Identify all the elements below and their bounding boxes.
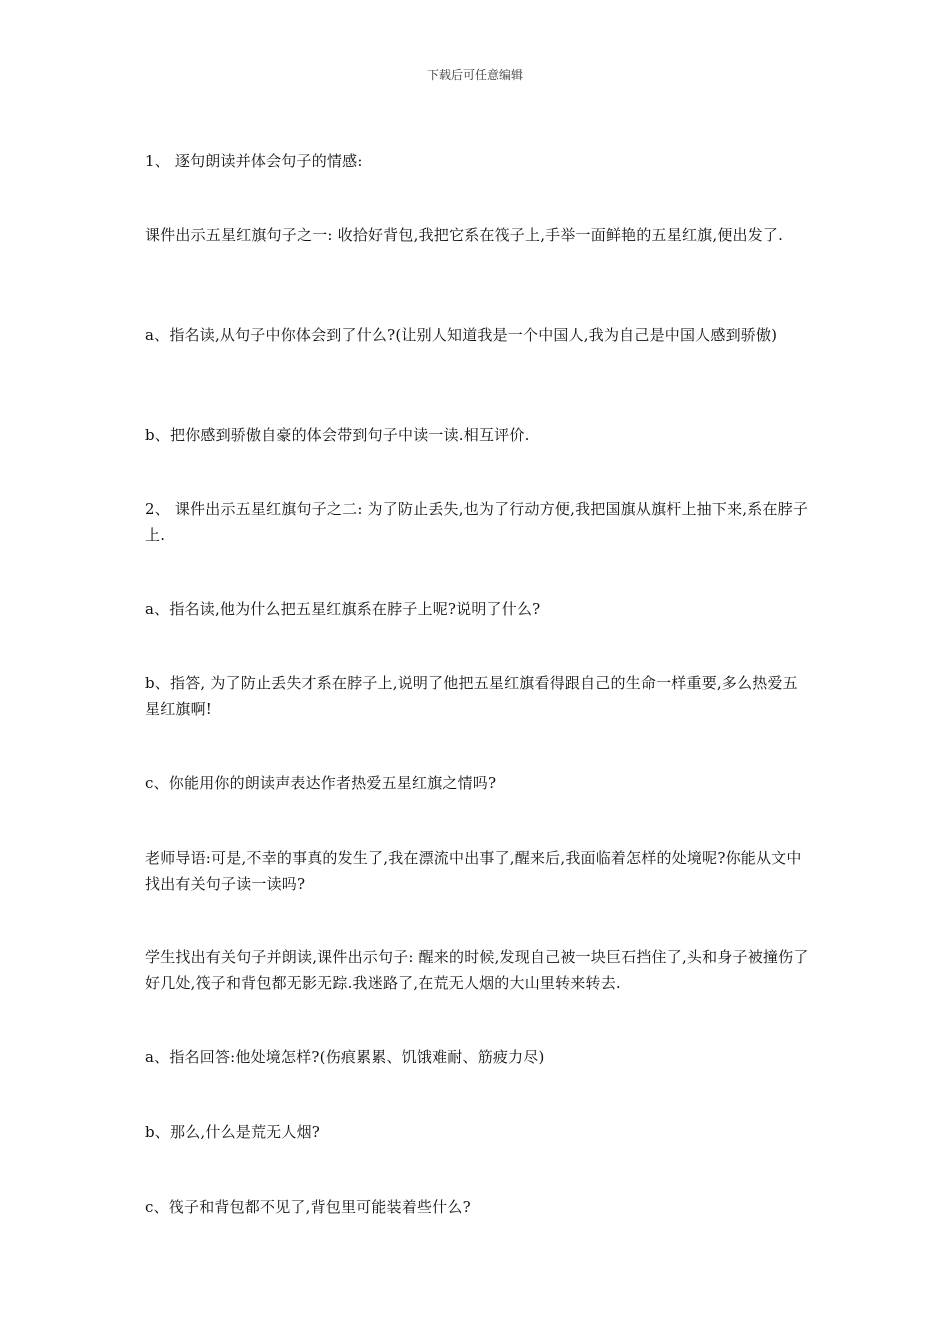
paragraph-teacher-intro: 老师导语:可是,不幸的事真的发生了,我在漂流中出事了,醒来后,我面临着怎样的处境呢?你能从文中找出有关句子读一读吗? — [145, 849, 802, 893]
paragraph-item-c-2: c、你能用你的朗读声表达作者热爱五星红旗之情吗? — [145, 774, 497, 792]
paragraph-step-2: 2、 课件出示五星红旗句子之二: 为了防止丢失,也为了行动方便,我把国旗从旗杆上抽下来,系在脖子上. — [145, 500, 809, 544]
paragraph-step-1: 1、 逐句朗读并体会句子的情感: — [145, 152, 363, 170]
paragraph-item-b-1: b、把你感到骄傲自豪的体会带到句子中读一读.相互评价. — [145, 426, 530, 444]
paragraph-item-b-3: b、那么,什么是荒无人烟? — [145, 1123, 321, 1141]
paragraph-item-a-3: a、指名回答:他处境怎样?(伤痕累累、饥饿难耐、筋疲力尽) — [145, 1048, 545, 1066]
paragraph-item-b-2: b、指答, 为了防止丢失才系在脖子上,说明了他把五星红旗看得跟自己的生命一样重要,多么热爱五星红旗啊! — [145, 674, 798, 718]
paragraph-flag-sentence-1: 课件出示五星红旗句子之一: 收拾好背包,我把它系在筏子上,手举一面鲜艳的五星红旗,便出发了. — [145, 226, 784, 244]
paragraph-item-c-3: c、筏子和背包都不见了,背包里可能装着些什么? — [145, 1198, 471, 1216]
paragraph-item-a-2: a、指名读,他为什么把五星红旗系在脖子上呢?说明了什么? — [145, 600, 541, 618]
paragraph-student-reading: 学生找出有关句子并朗读,课件出示句子: 醒来的时候,发现自己被一块巨石挡住了,头和身子被撞伤了好几处,筏子和背包都无影无踪.我迷路了,在荒无人烟的大山里转来转去. — [145, 948, 809, 992]
page-header: 下载后可任意编辑 — [426, 68, 523, 82]
paragraph-item-a-1: a、指名读,从句子中你体会到了什么?(让别人知道我是一个中国人,我为自己是中国人感到骄傲) — [145, 326, 778, 344]
